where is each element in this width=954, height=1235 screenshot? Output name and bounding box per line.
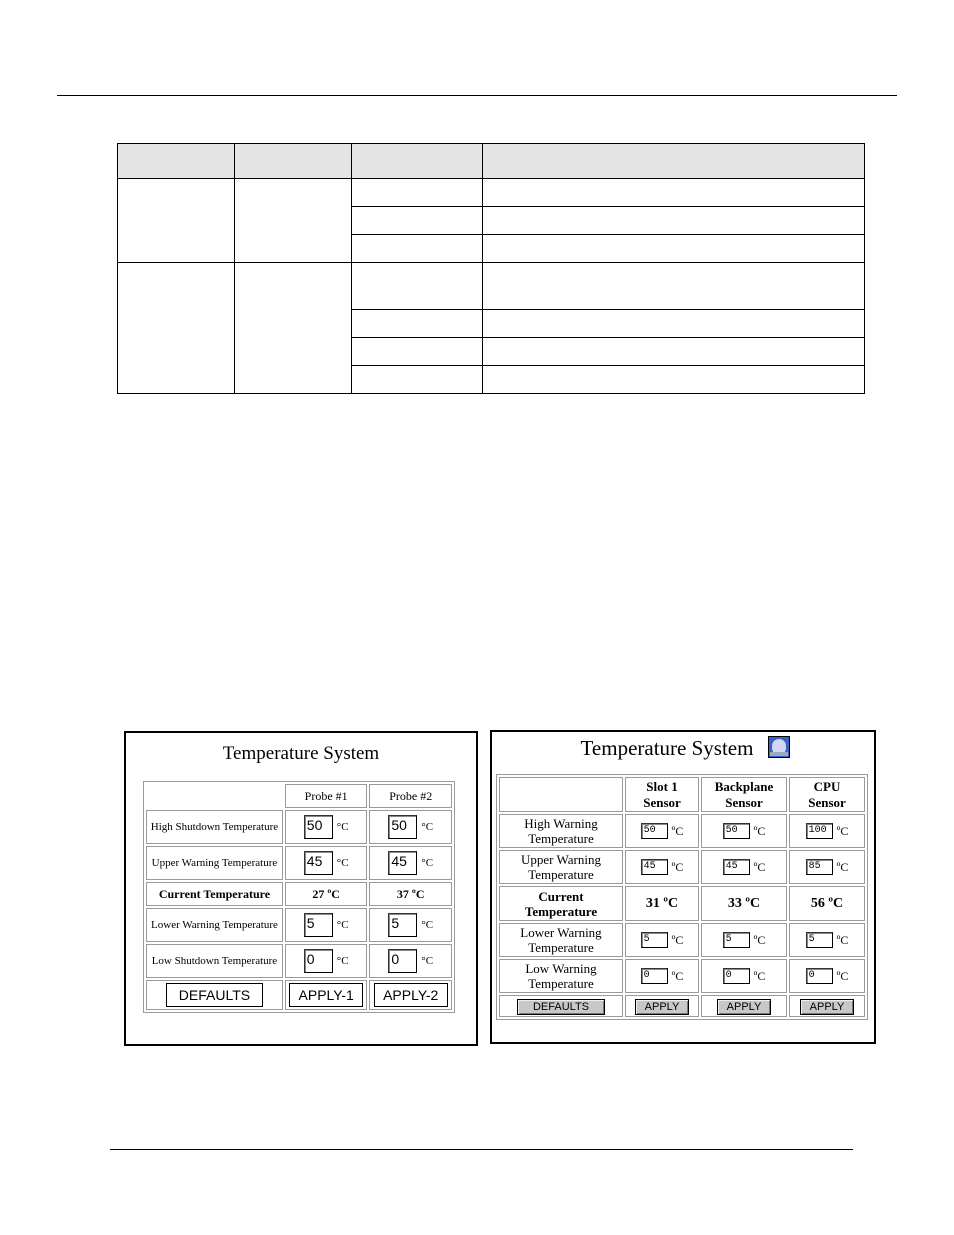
button-row [146,980,452,1010]
apply-2-button[interactable]: APPLY-2 [374,983,448,1007]
lower-warning-slot1-input[interactable]: 5 [641,932,668,948]
table-row: Lower Warning Temperature 5 ºC 5 ºC 5 ºC [499,923,865,957]
lower-warning-probe1-input[interactable]: 5 [304,913,333,937]
lower-warning-backplane-input[interactable]: 5 [723,932,750,948]
table-row [499,886,865,921]
apply-1-button[interactable]: APPLY-1 [289,983,363,1007]
row-label: Current Temperature [499,886,623,921]
current-temperature-backplane: 33 ºC [701,886,787,921]
current-temperature-probe2: 37 ºC [369,882,452,906]
lower-warning-cpu-input[interactable]: 5 [806,932,833,948]
panel-title: Temperature System [580,736,754,760]
temperature-system-panel-right [490,730,876,1044]
column-header: Backplane Sensor [701,777,787,812]
row-label: Lower Warning Temperature [499,923,623,957]
apply-slot1-button[interactable]: APPLY [635,999,689,1015]
table-row [146,882,452,906]
table-row [118,179,865,207]
row-label: Lower Warning Temperature [146,908,283,942]
row-label: High Shutdown Temperature [146,810,283,844]
upper-warning-probe1-input[interactable]: 45 [304,851,333,875]
temperature-system-panel-left [124,731,478,1046]
upper-warning-cpu-input[interactable]: 85 [806,859,833,875]
table-row: High Shutdown Temperature 50 °C 50 °C [146,810,452,844]
table-header-row [146,784,452,808]
row-label: Current Temperature [146,882,283,906]
column-header: Probe #2 [369,784,452,808]
column-header: Slot 1 Sensor [625,777,699,812]
current-temperature-cpu: 56 ºC [789,886,865,921]
row-label: Low Shutdown Temperature [146,944,283,978]
defaults-button[interactable]: DEFAULTS [517,999,605,1015]
high-warning-backplane-input[interactable]: 50 [723,823,750,839]
defaults-button[interactable]: DEFAULTS [166,983,263,1007]
parameter-table [117,143,865,394]
table-row: Upper Warning Temperature 45 ºC 45 ºC 85 ºC [499,850,865,884]
apply-cpu-button[interactable]: APPLY [800,999,854,1015]
temperature-table-right [496,774,868,1020]
row-label: High Warning Temperature [499,814,623,848]
low-warning-cpu-input[interactable]: 0 [806,968,833,984]
table-row: Low Shutdown Temperature 0 °C 0 °C [146,944,452,978]
current-temperature-probe1: 27 ºC [285,882,368,906]
table-row: High Warning Temperature 50 ºC 50 ºC 100 ºC [499,814,865,848]
lower-warning-probe2-input[interactable]: 5 [388,913,417,937]
apply-backplane-button[interactable]: APPLY [717,999,771,1015]
low-warning-backplane-input[interactable]: 0 [723,968,750,984]
upper-warning-probe2-input[interactable]: 45 [388,851,417,875]
table-row: Lower Warning Temperature 5 °C 5 °C [146,908,452,942]
table-header-row [118,144,865,179]
table-row: Upper Warning Temperature 45 °C 45 °C [146,846,452,880]
thermometer-icon[interactable] [768,736,790,758]
button-row [499,995,865,1017]
header-rule [57,95,897,96]
table-row: Low Warning Temperature 0 ºC 0 ºC 0 ºC [499,959,865,993]
low-warning-slot1-input[interactable]: 0 [641,968,668,984]
panel-title: Temperature System [222,743,380,764]
table-row [118,263,865,310]
column-header: CPU Sensor [789,777,865,812]
high-shutdown-probe2-input[interactable]: 50 [388,815,417,839]
current-temperature-slot1: 31 ºC [625,886,699,921]
high-warning-slot1-input[interactable]: 50 [641,823,668,839]
low-shutdown-probe1-input[interactable]: 0 [304,949,333,973]
upper-warning-backplane-input[interactable]: 45 [723,859,750,875]
high-shutdown-probe1-input[interactable]: 50 [304,815,333,839]
footer-rule [110,1149,853,1150]
row-label: Upper Warning Temperature [146,846,283,880]
temperature-table-left [143,781,455,1013]
high-warning-cpu-input[interactable]: 100 [806,823,833,839]
upper-warning-slot1-input[interactable]: 45 [641,859,668,875]
column-header: Probe #1 [285,784,368,808]
table-header-row [499,777,865,812]
row-label: Low Warning Temperature [499,959,623,993]
row-label: Upper Warning Temperature [499,850,623,884]
low-shutdown-probe2-input[interactable]: 0 [388,949,417,973]
